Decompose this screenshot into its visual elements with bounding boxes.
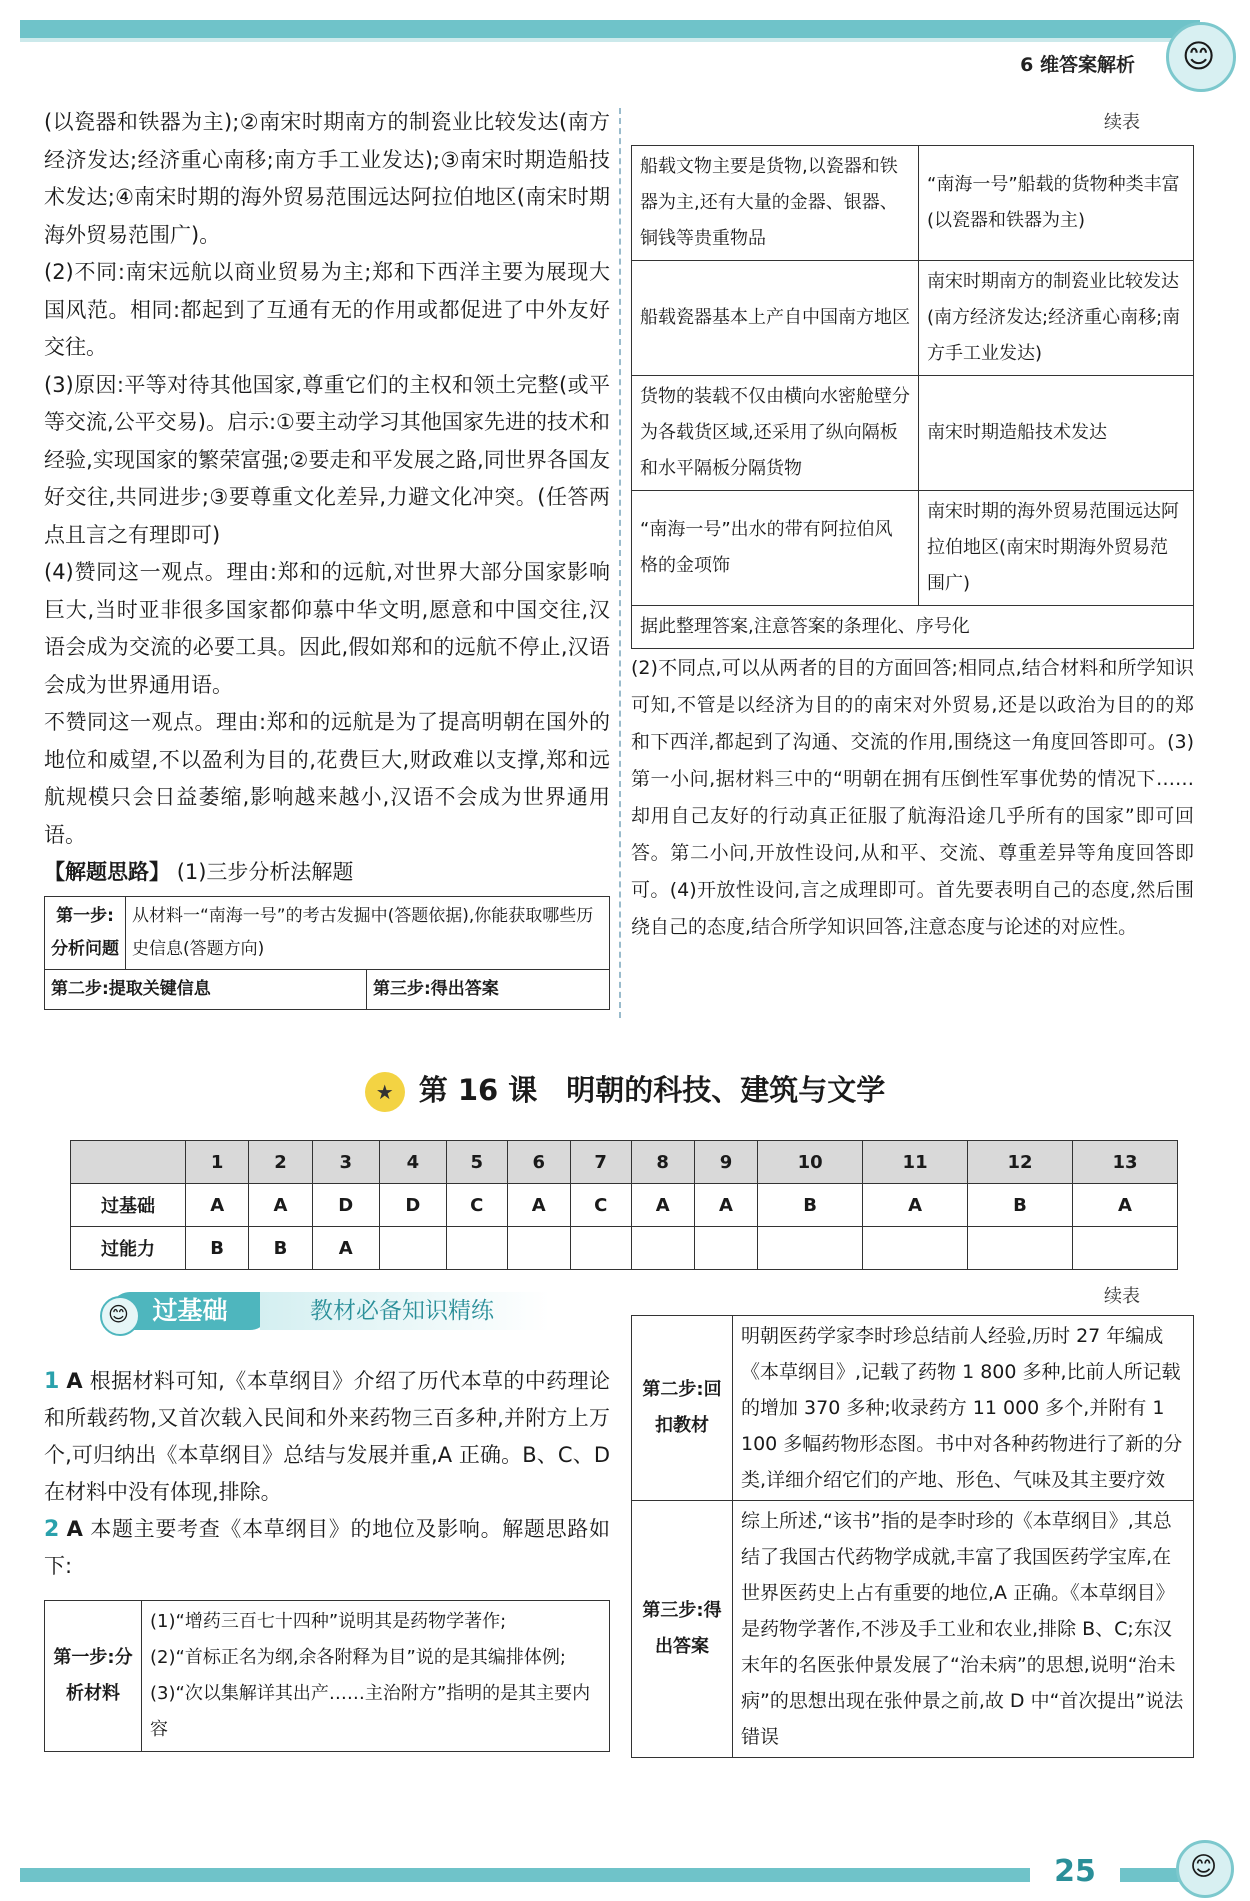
grid-answer: A (249, 1184, 312, 1227)
grid-num: 9 (694, 1141, 757, 1184)
banner-tab: 过基础 (110, 1292, 270, 1330)
step1-text: 从材料一“南海一号”的考古发掘中(答题依据),你能获取哪些历史信息(答题方向) (126, 897, 610, 970)
table-cell: 南宋时期造船技术发达 (919, 376, 1194, 491)
grid-answer: D (379, 1184, 446, 1227)
questions-text (44, 1363, 610, 1585)
lesson-title (0, 1068, 1250, 1112)
right-analysis (631, 650, 1194, 946)
material-line: (1)“增药三百七十四种”说明其是药物学著作; (150, 1611, 507, 1632)
ability-label: 过能力 (71, 1227, 186, 1270)
grid-answer: C (570, 1184, 631, 1227)
step2-textbook-label: 第二步:回扣教材 (632, 1316, 733, 1501)
grid-answer: B (249, 1227, 312, 1270)
banner-subtitle: 教材必备知识精练 (260, 1292, 550, 1330)
tip-line (44, 854, 610, 892)
grid-answer (863, 1227, 968, 1270)
grid-answer: A (631, 1184, 694, 1227)
step3-answer-label: 第三步:得出答案 (632, 1501, 733, 1758)
grid-answer: A (863, 1184, 968, 1227)
page-number: 25 (1030, 1852, 1120, 1892)
grid-num: 10 (758, 1141, 863, 1184)
three-step-table (44, 896, 610, 1010)
step2-textbook-text: 明朝医药学家李时珍总结前人经验,历时 27 年编成《本草纲目》,记载了药物 1 800 多种,比前人所记载的增加 370 多种;收录药方 11 000 多个,并附有 1 100 多幅药物形态图。书中对各种药物进行了新的分类,详细介绍它们的产地、形色、气味及其主要疗效 (733, 1316, 1194, 1501)
continued-label: 续表 (1104, 112, 1140, 133)
table-cell: 货物的装载不仅由横向水密舱壁分为各载货区域,还采用了纵向隔板和水平隔板分隔货物 (632, 376, 919, 491)
mascot-icon-bottom (1176, 1840, 1234, 1898)
material-line: (3)“次以集解详其出产……主治附方”指明的是其主要内容 (150, 1683, 591, 1740)
grid-num: 1 (186, 1141, 249, 1184)
question-2 (44, 1511, 610, 1585)
tip-text: (1)三步分析法解题 (176, 860, 354, 884)
column-divider (619, 108, 621, 1018)
step3-label: 第三步:得出答案 (367, 970, 610, 1010)
question-1 (44, 1363, 610, 1511)
mascot-icon (1166, 22, 1236, 92)
top-band (20, 20, 1200, 38)
grid-num: 7 (570, 1141, 631, 1184)
grid-num: 13 (1072, 1141, 1177, 1184)
tip-tag: 【解题思路】 (44, 860, 170, 884)
grid-num: 6 (507, 1141, 570, 1184)
continued-table-2 (631, 1315, 1194, 1758)
grid-num: 11 (863, 1141, 968, 1184)
continued-table (631, 145, 1194, 649)
table-cell: “南海一号”船载的货物种类丰富(以瓷器和铁器为主) (919, 146, 1194, 261)
grid-answer: A (694, 1184, 757, 1227)
grid-num: 12 (968, 1141, 1073, 1184)
grid-answer (758, 1227, 863, 1270)
table-cell: 南宋时期南方的制瓷业比较发达(南方经济发达;经济重心南移;南方手工业发达) (919, 261, 1194, 376)
grid-answer: D (312, 1184, 379, 1227)
step1-label: 第一步:分析问题 (45, 897, 126, 970)
grid-num: 4 (379, 1141, 446, 1184)
table-footer: 据此整理答案,注意答案的条理化、序号化 (632, 606, 1194, 649)
grid-num: 2 (249, 1141, 312, 1184)
basic-label: 过基础 (71, 1184, 186, 1227)
material-lines (142, 1601, 610, 1752)
table-cell: 南宋时期的海外贸易范围远达阿拉伯地区(南宋时期海外贸易范围广) (919, 491, 1194, 606)
banner-mascot-icon (100, 1296, 140, 1336)
analyze-material-table (44, 1600, 610, 1752)
grid-answer (507, 1227, 570, 1270)
grid-answer (570, 1227, 631, 1270)
q2-text: 本题主要考查《本草纲目》的地位及影响。解题思路如下: (44, 1517, 610, 1578)
lesson-title-text: 第 16 课 明朝的科技、建筑与文学 (418, 1073, 886, 1107)
table-cell: 船载瓷器基本上产自中国南方地区 (632, 261, 919, 376)
grid-answer: A (312, 1227, 379, 1270)
q1-number: 1 (44, 1369, 60, 1394)
material-line: (2)“首标正名为纲,余各附释为目”说的是其编排体例; (150, 1647, 566, 1668)
header-title: 6 维答案解析 (1020, 54, 1135, 76)
section-banner (50, 1290, 610, 1334)
grid-answer (694, 1227, 757, 1270)
grid-answer: A (507, 1184, 570, 1227)
left-para-4: (4)赞同这一观点。理由:郑和的远航,对世界大部分国家影响巨大,当时亚非很多国家都仰慕中华文明,愿意和中国交往,汉语会成为交流的必要工具。因此,假如郑和的远航不停止,汉语会成为世界通用语。 (44, 560, 610, 697)
continued-label-2: 续表 (1104, 1286, 1140, 1307)
grid-answer: B (758, 1184, 863, 1227)
grid-num: 8 (631, 1141, 694, 1184)
left-answer-text (44, 104, 610, 892)
bottom-band (20, 1868, 1200, 1882)
step2-label: 第二步:提取关键信息 (45, 970, 367, 1010)
top-band-light (20, 38, 1200, 42)
grid-answer: B (186, 1227, 249, 1270)
step1-material-label: 第一步:分析材料 (45, 1601, 142, 1752)
table-cell: “南海一号”出水的带有阿拉伯风格的金项饰 (632, 491, 919, 606)
left-para-3: (3)原因:平等对待其他国家,尊重它们的主权和领土完整(或平等交流,公平交易)。启示:①要主动学习其他国家先进的技术和经验,实现国家的繁荣富强;②要走和平发展之路,同世界各国友好交往,共同进步;③要尊重文化差异,力避文化冲突。(任答两点且言之有理即可) (44, 372, 610, 547)
grid-answer (379, 1227, 446, 1270)
grid-answer (446, 1227, 507, 1270)
grid-num: 3 (312, 1141, 379, 1184)
grid-answer (1072, 1227, 1177, 1270)
left-para-5: 不赞同这一观点。理由:郑和的远航是为了提高明朝在国外的地位和威望,不以盈利为目的,花费巨大,财政难以支撑,郑和远航规模只会日益萎缩,影响越来越小,汉语不会成为世界通用语。 (44, 710, 610, 847)
q1-answer: A (66, 1369, 83, 1393)
answer-grid (70, 1140, 1178, 1270)
grid-answer: C (446, 1184, 507, 1227)
q2-number: 2 (44, 1517, 60, 1542)
left-para-2: (2)不同:南宋远航以商业贸易为主;郑和下西洋主要为展现大国风范。相同:都起到了互通有无的作用或都促进了中外友好交往。 (44, 260, 610, 359)
grid-answer (631, 1227, 694, 1270)
grid-answer: A (186, 1184, 249, 1227)
grid-corner (71, 1141, 186, 1184)
q2-answer: A (66, 1517, 83, 1541)
grid-num: 5 (446, 1141, 507, 1184)
q1-text: 根据材料可知,《本草纲目》介绍了历代本草的中药理论和所载药物,又首次载入民间和外来药物三百多种,并附方上万个,可归纳出《本草纲目》总结与发展并重,A 正确。B、C、D 在材料中没有体现,排除。 (44, 1369, 610, 1504)
step3-answer-text: 综上所述,“该书”指的是李时珍的《本草纲目》,其总结了我国古代药物学成就,丰富了我国医药学宝库,在世界医药史上占有重要的地位,A 正确。《本草纲目》是药物学著作,不涉及手工业和农业,排除 B、C;东汉末年的名医张仲景发展了“治未病”的思想,说明“治未病”的思想出现在张仲景之前,故 D 中“首次提出”说法错误 (733, 1501, 1194, 1758)
right-para-1: (2)不同点,可以从两者的目的方面回答;相同点,结合材料和所学知识可知,不管是以经济为目的的南宋对外贸易,还是以政治为目的的郑和下西洋,都起到了沟通、交流的作用,围绕这一角度回答即可。(3)第一小问,据材料三中的“明朝在拥有压倒性军事优势的情况下……却用自己友好的行动真正征服了航海沿途几乎所有的国家”即可回答。第二小问,开放性设问,从和平、交流、尊重差异等角度回答即可。(4)开放性设问,言之成理即可。首先要表明自己的态度,然后围绕自己的态度,结合所学知识回答,注意态度与论述的对应性。 (631, 657, 1194, 938)
table-cell: 船载文物主要是货物,以瓷器和铁器为主,还有大量的金器、银器、铜钱等贵重物品 (632, 146, 919, 261)
grid-answer: A (1072, 1184, 1177, 1227)
star-icon: ★ (365, 1072, 405, 1112)
grid-answer (968, 1227, 1073, 1270)
grid-answer: B (968, 1184, 1073, 1227)
left-para-1: (以瓷器和铁器为主);②南宋时期南方的制瓷业比较发达(南方经济发达;经济重心南移;南方手工业发达);③南宋时期造船技术发达;④南宋时期的海外贸易范围远达阿拉伯地区(南宋时期海外贸易范围广)。 (44, 110, 610, 247)
